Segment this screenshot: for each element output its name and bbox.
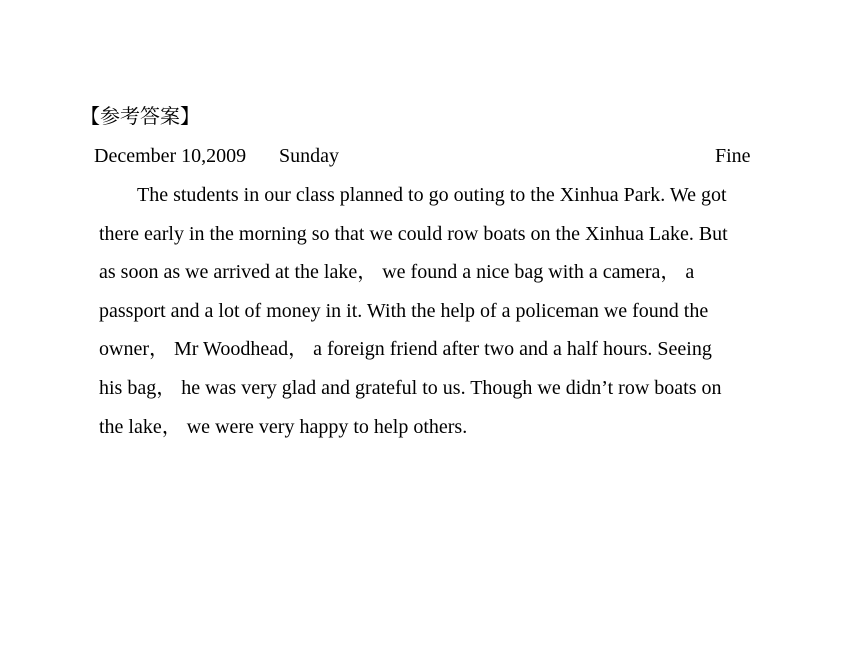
body-line: his bag， he was very glad and grateful to us. Though we didn’t row boats on — [99, 376, 722, 399]
diary-header-line — [0, 142, 860, 170]
body-line: passport and a lot of money in it. With the help of a policeman we found the — [99, 299, 709, 322]
diary-weather: Fine — [715, 145, 751, 167]
diary-body — [99, 181, 799, 451]
body-line: there early in the morning so that we could row boats on the Xinhua Lake. But — [99, 222, 728, 245]
diary-date: December 10,2009 — [94, 145, 247, 167]
body-line: as soon as we arrived at the lake， we found a nice bag with a camera， a — [99, 261, 695, 284]
body-line: The students in our class planned to go outing to the Xinhua Park. We got — [137, 184, 727, 206]
diary-weekday: Sunday — [279, 145, 339, 167]
body-line: the lake， we were very happy to help others. — [99, 415, 468, 438]
body-line: owner， Mr Woodhead， a foreign friend after two and a half hours. Seeing — [99, 338, 712, 361]
answer-heading: 【参考答案】 — [80, 104, 200, 128]
